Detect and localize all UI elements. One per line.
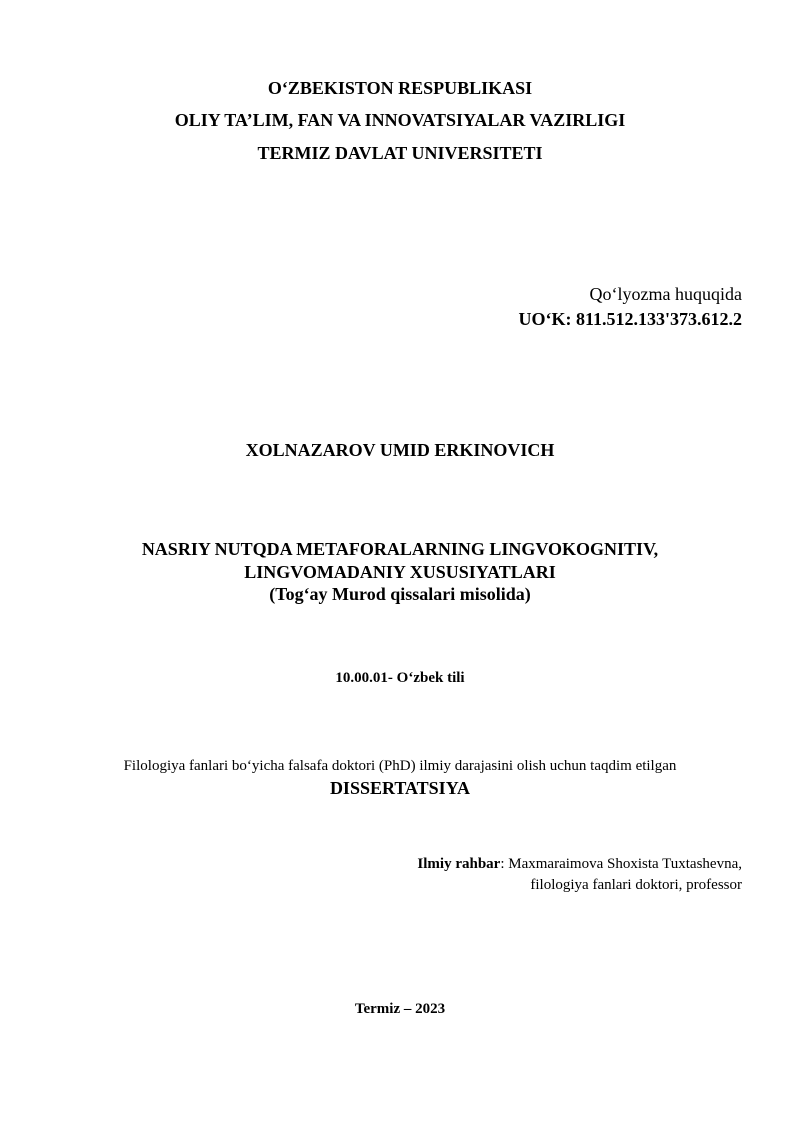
thesis-title-line2: LINGVOMADANIY XUSUSIYATLARI xyxy=(244,562,556,582)
manuscript-rights: Qo‘lyozma huquqida xyxy=(589,284,742,304)
document-type: DISSERTATSIYA xyxy=(329,778,471,798)
place-year: Termiz – 2023 xyxy=(354,1001,446,1017)
specialty-code: 10.00.01- O‘zbek tili xyxy=(335,670,465,686)
header-university: TERMIZ DAVLAT UNIVERSITETI xyxy=(257,143,543,163)
author-name: XOLNAZAROV UMID ERKINOVICH xyxy=(245,440,555,460)
supervisor-name: : Maxmaraimova Shoxista Tuxtashevna, xyxy=(500,856,742,872)
supervisor-title: filologiya fanlari doktori, professor xyxy=(530,877,742,893)
thesis-title-line1: NASRIY NUTQDA METAFORALARNING LINGVOKOGNITIV, xyxy=(141,539,659,559)
supervisor-line xyxy=(417,857,742,872)
supervisor-label: Ilmiy rahbar xyxy=(417,856,501,872)
header-country: O‘ZBEKISTON RESPUBLIKASI xyxy=(267,78,533,98)
thesis-subtitle: (Tog‘ay Murod qissalari misolida) xyxy=(269,584,531,604)
udc-code: UO‘K: 811.512.133'373.612.2 xyxy=(518,309,742,329)
header-ministry: OLIY TA’LIM, FAN VA INNOVATSIYALAR VAZIRLIGI xyxy=(174,110,626,130)
degree-description: Filologiya fanlari bo‘yicha falsafa doktori (PhD) ilmiy darajasini olish uchun taqdim etilgan xyxy=(123,758,677,774)
